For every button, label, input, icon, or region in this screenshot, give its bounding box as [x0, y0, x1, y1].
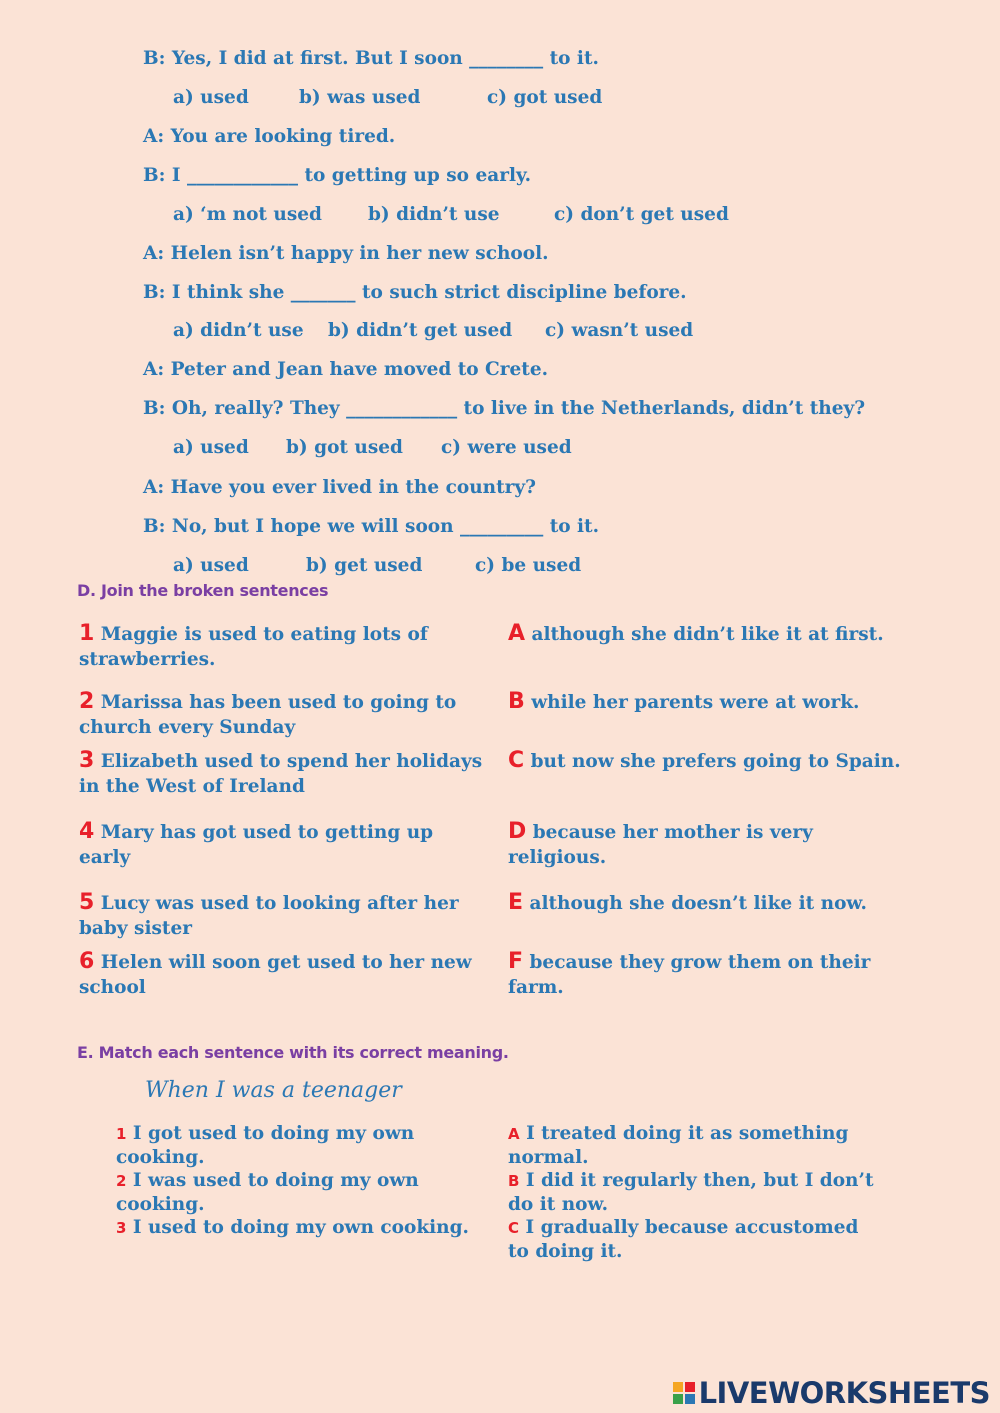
e-left-text: I was used to doing my own cooking. [116, 1170, 419, 1215]
dialogue-line-2: A: You are looking tired. [143, 126, 396, 147]
d-left-number: 5 [79, 890, 95, 915]
d-left-number: 2 [79, 689, 95, 714]
d-right-text: although she didn’t like it at first. [531, 624, 884, 645]
d-right-letter: C [508, 748, 525, 773]
e-right-letter: B [508, 1172, 520, 1190]
d-right-letter: A [508, 621, 526, 646]
d-right-letter: F [508, 949, 524, 974]
e-right-text: I treated doing it as something normal. [508, 1123, 849, 1168]
d-left-number: 3 [79, 748, 95, 773]
d-right-item-a[interactable] [508, 621, 948, 647]
e-left-text: I got used to doing my own cooking. [116, 1123, 415, 1168]
option-5c[interactable]: c) be used [475, 555, 582, 576]
dialogue-line-1: B: Yes, I did at first. But I soon ________ to it. [143, 48, 599, 69]
section-d-heading: D. Join the broken sentences [77, 581, 329, 600]
option-3a[interactable]: a) didn’t use [173, 320, 304, 341]
option-4a[interactable]: a) used [173, 437, 249, 458]
dialogue-line-9: B: No, but I hope we will soon _________ to it. [143, 516, 600, 537]
option-1a[interactable]: a) used [173, 87, 249, 108]
e-right-text: I did it regularly then, but I don’t do it now. [508, 1170, 874, 1215]
e-right-text: I gradually because accustomed to doing it. [508, 1217, 859, 1262]
d-right-letter: E [508, 890, 524, 915]
option-4c[interactable]: c) were used [441, 437, 572, 458]
d-right-item-b[interactable] [508, 689, 948, 715]
e-right-letter: A [508, 1125, 520, 1143]
section-e-heading: E. Match each sentence with its correct meaning. [77, 1043, 509, 1062]
liveworksheets-logo[interactable] [673, 1377, 990, 1409]
e-left-number: 1 [116, 1125, 127, 1143]
d-left-item-2[interactable] [79, 689, 489, 740]
d-left-number: 1 [79, 621, 95, 646]
option-2c[interactable]: c) don’t get used [554, 204, 729, 225]
e-right-item-c[interactable] [508, 1216, 878, 1264]
option-1b[interactable]: b) was used [299, 87, 421, 108]
dialogue-line-5: B: I think she _______ to such strict discipline before. [143, 282, 687, 303]
d-left-item-4[interactable] [79, 819, 489, 870]
d-left-number: 4 [79, 819, 95, 844]
option-1c[interactable]: c) got used [487, 87, 603, 108]
e-right-letter: C [508, 1219, 520, 1237]
d-left-text: Marissa has been used to going to church every Sunday [79, 692, 457, 738]
e-left-item-2[interactable] [116, 1169, 446, 1217]
d-right-text: because her mother is very religious. [508, 822, 813, 868]
e-left-text: I used to doing my own cooking. [132, 1217, 469, 1238]
d-left-text: Lucy was used to looking after her baby sister [79, 893, 459, 939]
dialogue-line-4: A: Helen isn’t happy in her new school. [143, 243, 549, 264]
d-right-item-c[interactable] [508, 748, 948, 774]
e-right-item-b[interactable] [508, 1169, 898, 1217]
logo-squares-icon [673, 1382, 695, 1404]
d-right-item-f[interactable] [508, 949, 908, 1000]
option-5b[interactable]: b) get used [306, 555, 423, 576]
d-right-text: because they grow them on their farm. [508, 952, 871, 998]
d-left-text: Maggie is used to eating lots of strawberries. [79, 624, 428, 670]
option-5a[interactable]: a) used [173, 555, 249, 576]
d-left-number: 6 [79, 949, 95, 974]
logo-text: LIVEWORKSHEETS [698, 1376, 990, 1410]
d-right-text: but now she prefers going to Spain. [530, 751, 901, 772]
d-right-item-e[interactable] [508, 890, 948, 916]
option-2b[interactable]: b) didn’t use [368, 204, 500, 225]
d-left-text: Helen will soon get used to her new school [79, 952, 472, 998]
e-left-item-3[interactable] [116, 1216, 496, 1240]
dialogue-line-6: A: Peter and Jean have moved to Crete. [143, 359, 549, 380]
option-4b[interactable]: b) got used [286, 437, 403, 458]
d-left-item-6[interactable] [79, 949, 489, 1000]
d-left-item-1[interactable] [79, 621, 489, 672]
d-left-item-5[interactable] [79, 890, 489, 941]
d-left-text: Mary has got used to getting up early [79, 822, 434, 868]
d-right-text: although she doesn’t like it now. [529, 893, 867, 914]
d-right-letter: B [508, 689, 525, 714]
section-e-intro: When I was a teenager [145, 1078, 402, 1103]
e-left-item-1[interactable] [116, 1122, 446, 1170]
dialogue-line-3: B: I ____________ to getting up so early. [143, 165, 532, 186]
d-right-text: while her parents were at work. [531, 692, 860, 713]
option-3c[interactable]: c) wasn’t used [545, 320, 694, 341]
d-right-item-d[interactable] [508, 819, 848, 870]
option-2a[interactable]: a) ‘m not used [173, 204, 322, 225]
d-left-text: Elizabeth used to spend her holidays in the West of Ireland [79, 751, 483, 797]
e-left-number: 2 [116, 1172, 127, 1190]
e-right-item-a[interactable] [508, 1122, 878, 1170]
d-right-letter: D [508, 819, 527, 844]
option-3b[interactable]: b) didn’t get used [328, 320, 513, 341]
dialogue-line-7: B: Oh, really? They ____________ to live in the Netherlands, didn’t they? [143, 398, 866, 419]
dialogue-line-8: A: Have you ever lived in the country? [143, 477, 536, 498]
d-left-item-3[interactable] [79, 748, 499, 799]
e-left-number: 3 [116, 1219, 127, 1237]
